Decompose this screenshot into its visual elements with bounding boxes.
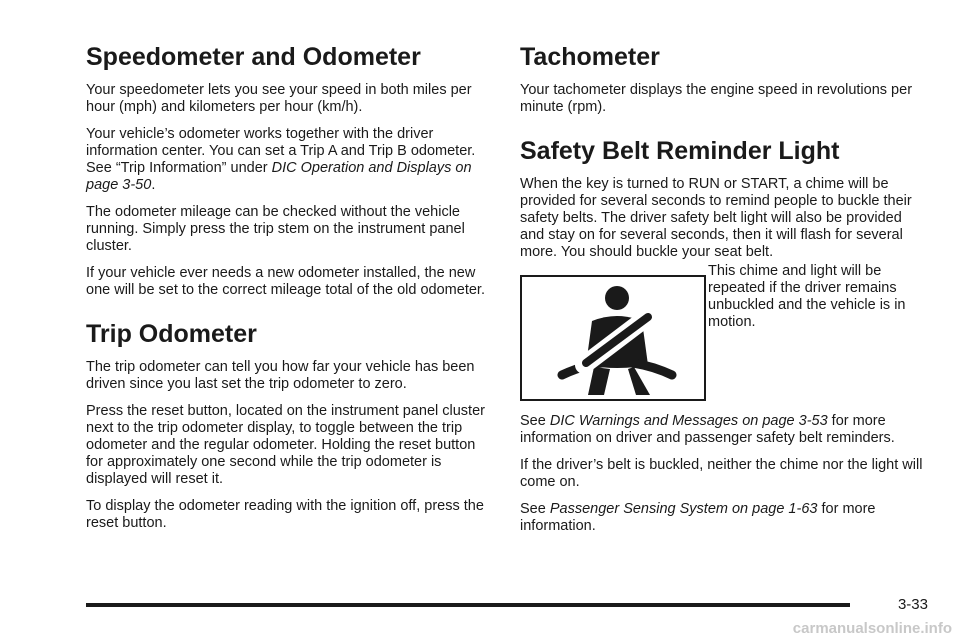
link-dic-warnings[interactable]: DIC Warnings and Messages on page 3-53 [549,413,828,429]
paragraph-tachometer: Your tachometer displays the engine speed in revolutions per minute (rpm). [520,82,913,115]
heading-speedometer-odometer: Speedometer and Odometer [86,43,421,71]
text: Your vehicle’s odometer works together with the driver information center. You can set a Trip A and Trip B odometer. See “Trip Information” under [86,126,476,176]
link-dic-operation[interactable]: DIC Operation and Displays on page 3-50 [86,160,472,193]
page-number: 3-33 [897,596,928,613]
paragraph-belt-buckled: If the driver’s belt is buckled, neither the chime nor the light will come on. [520,457,923,490]
paragraph-passenger-sensing [520,501,928,535]
paragraph-speedometer: Your speedometer lets you see your speed in both miles per hour (mph) and kilometers per hour (km/h). [86,82,472,115]
text: . [151,177,156,193]
text: See [520,501,550,517]
link-passenger-sensing[interactable]: Passenger Sensing System on page 1-63 [549,501,818,517]
paragraph-trip-odometer: The trip odometer can tell you how far your vehicle has been driven since you last set the trip odometer to zero. [86,359,475,392]
paragraph-belt-chime: When the key is turned to RUN or START, a chime will be provided for several seconds to remind people to buckle their safety belts. The driver safety belt light will also be provided and stay on for several seconds, then it will flash for several more. You should buckle your seat belt. [520,176,912,260]
paragraph-odometer-new: If your vehicle ever needs a new odometer installed, the new one will be set to the correct mileage total of the old odometer. [86,265,485,298]
safety-belt-icon [520,275,706,401]
paragraph-odometer-trip [86,126,496,194]
paragraph-dic-warnings [520,413,928,447]
heading-tachometer: Tachometer [520,43,660,71]
text: for more information on driver and passenger safety belt reminders. [520,413,895,446]
belt-figure [520,263,928,401]
text: See [520,413,550,429]
right-column [520,42,928,545]
paragraph-odometer-check: The odometer mileage can be checked without the vehicle running. Simply press the trip stem on the instrument panel cluster. [86,204,465,254]
heading-trip-odometer: Trip Odometer [86,320,257,348]
text: for more information. [520,501,876,534]
paragraph-display-odometer: To display the odometer reading with the ignition off, press the reset button. [86,498,484,531]
left-column [86,42,496,542]
paragraph-belt-repeat: This chime and light will be repeated if the driver remains unbuckled and the vehicle is in motion. [708,263,906,330]
heading-safety-belt-reminder: Safety Belt Reminder Light [520,137,840,165]
watermark: carmanualsonline.info [792,620,952,637]
footer-rule [86,603,850,607]
paragraph-reset-button: Press the reset button, located on the instrument panel cluster next to the trip odometer display, to toggle between the trip odometer and the regular odometer. Holding the reset button for approximately one second while the trip odometer is displayed will reset it. [86,403,485,487]
